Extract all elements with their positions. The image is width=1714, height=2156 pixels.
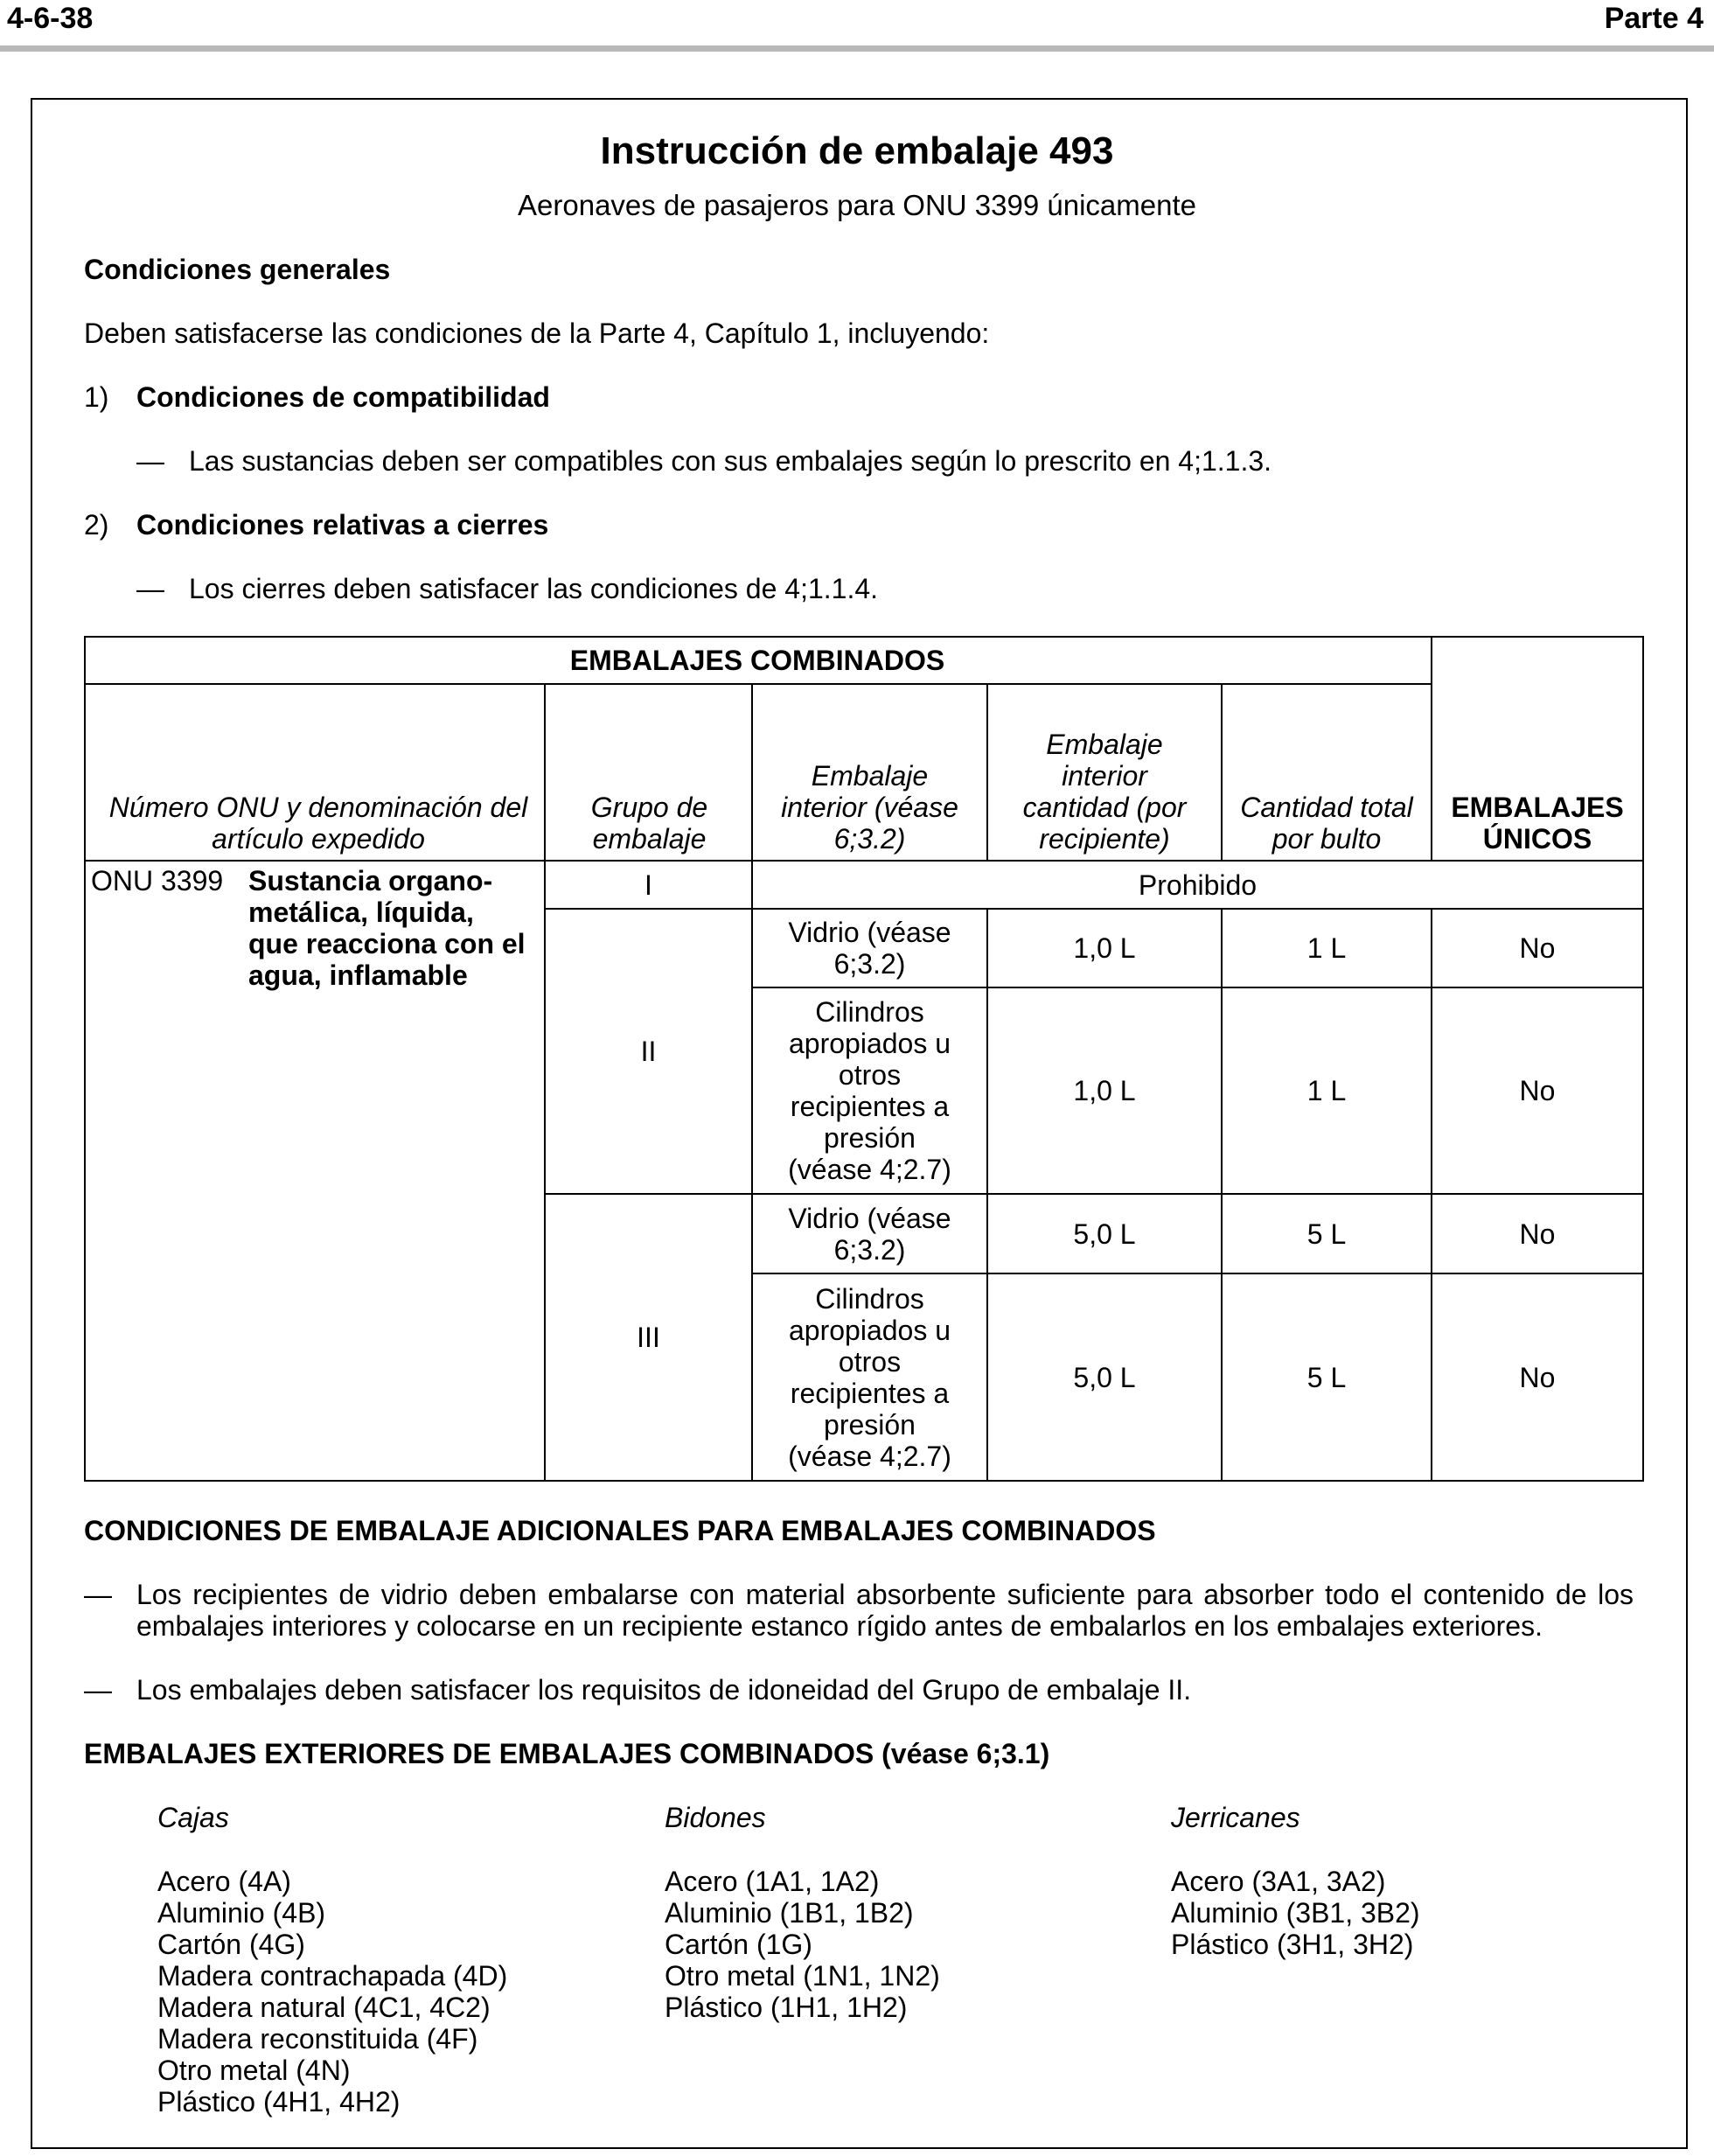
outer-item: Otro metal (1N1, 1N2) xyxy=(665,1960,940,1992)
row-4-single: No xyxy=(1519,1361,1556,1393)
outer-column-drums xyxy=(665,1802,940,2023)
additional-item-1: Los recipientes de vidrio deben embalarse con material absorbente suficiente para absorber todo el contenido de los embalajes interiores y colocarse en un recipiente estanco rígido antes de embalarlos en los embalajes exteriores. xyxy=(136,1579,1634,1642)
col-total-header: Cantidad total por bulto xyxy=(1240,792,1413,855)
part-label: Parte 4 xyxy=(1604,2,1704,35)
additional-dash-1: — xyxy=(84,1579,112,1610)
combined-packagings-header: EMBALAJES COMBINADOS xyxy=(569,645,945,676)
outer-item: Cartón (4G) xyxy=(157,1929,305,1960)
item-2-text: Los cierres deben satisfacer las condiciones de 4;1.1.4. xyxy=(189,573,879,604)
additional-dash-2: — xyxy=(84,1674,112,1706)
outer-item: Acero (1A1, 1A2) xyxy=(665,1866,880,1897)
table-line xyxy=(84,1480,1644,1482)
outer-item: Plástico (4H1, 4H2) xyxy=(157,2086,401,2118)
row-3-inner: Vidrio (véase 6;3.2) xyxy=(788,1202,951,1266)
item-1-number: 1) xyxy=(84,381,109,413)
item-2-number: 2) xyxy=(84,509,109,541)
outer-item: Aluminio (3B1, 3B2) xyxy=(1171,1897,1420,1929)
prohibited-label: Prohibido xyxy=(1138,869,1258,901)
row-2-total: 1 L xyxy=(1306,1075,1347,1106)
row-4-total: 5 L xyxy=(1306,1361,1347,1393)
outer-item: Plástico (3H1, 3H2) xyxy=(1171,1929,1414,1960)
outer-column-title: Jerricanes xyxy=(1171,1802,1300,1833)
table-line xyxy=(84,636,86,1482)
instruction-title: Instrucción de embalaje 493 xyxy=(600,129,1114,172)
row-3-qty: 5,0 L xyxy=(1073,1218,1136,1250)
table-line xyxy=(1642,636,1644,1482)
item-2-dash: — xyxy=(136,573,164,604)
un-proper-name: Sustancia organo-metálica, líquida, que reacciona con el agua, inflamable xyxy=(248,865,526,991)
page-header xyxy=(0,0,1714,54)
col-single-header: EMBALAJES ÚNICOS xyxy=(1451,792,1624,855)
additional-item-2: Los embalajes deben satisfacer los requisitos de idoneidad del Grupo de embalaje II. xyxy=(136,1674,1192,1706)
general-heading: Condiciones generales xyxy=(84,254,391,285)
row-1-qty: 1,0 L xyxy=(1073,932,1136,964)
item-1-heading: Condiciones de compatibilidad xyxy=(136,381,550,413)
row-3-total: 5 L xyxy=(1306,1218,1347,1250)
row-4-inner: Cilindros apropiados u otros recipientes a presión (véase 4;2.7) xyxy=(788,1282,951,1472)
group-III: III xyxy=(637,1322,660,1353)
col-un-header: Número ONU y denominación del artículo expedido xyxy=(108,792,528,855)
outer-column-title: Cajas xyxy=(157,1802,229,1833)
outer-heading: EMBALAJES EXTERIORES DE EMBALAJES COMBINADOS (véase 6;3.1) xyxy=(84,1738,1050,1769)
col-inner-header: Embalaje interior (véase 6;3.2) xyxy=(781,760,958,855)
row-1-total: 1 L xyxy=(1306,932,1347,964)
row-3-single: No xyxy=(1519,1218,1556,1250)
outer-item: Otro metal (4N) xyxy=(157,2055,351,2086)
row-2-single: No xyxy=(1519,1075,1556,1106)
outer-column-title: Bidones xyxy=(665,1802,766,1833)
outer-item: Plástico (1H1, 1H2) xyxy=(665,1992,908,2023)
outer-item: Aluminio (1B1, 1B2) xyxy=(665,1897,914,1929)
header-rule xyxy=(0,45,1714,52)
col-inner-qty-header: Embalaje interior cantidad (por recipiente) xyxy=(1022,729,1187,855)
outer-item: Aluminio (4B) xyxy=(157,1897,326,1929)
packing-table xyxy=(84,636,1644,1482)
item-2-heading: Condiciones relativas a cierres xyxy=(136,509,549,541)
page-number: 4-6-38 xyxy=(7,2,94,35)
item-1-text: Las sustancias deben ser compatibles con sus embalajes según lo prescrito en 4;1.1.3. xyxy=(189,445,1272,477)
row-2-qty: 1,0 L xyxy=(1073,1075,1136,1106)
row-2-inner: Cilindros apropiados u otros recipientes a presión (véase 4;2.7) xyxy=(788,996,951,1185)
item-1-dash: — xyxy=(136,445,164,477)
outer-item: Cartón (1G) xyxy=(665,1929,812,1960)
outer-column-jerricans xyxy=(1171,1802,1420,1960)
outer-item: Acero (4A) xyxy=(157,1866,291,1897)
group-I: I xyxy=(644,869,652,901)
outer-item: Madera contrachapada (4D) xyxy=(157,1960,508,1992)
outer-column-boxes xyxy=(157,1802,507,2118)
outer-item: Acero (3A1, 3A2) xyxy=(1171,1866,1386,1897)
un-number: ONU 3399 xyxy=(91,865,224,897)
col-group-header: Grupo de embalaje xyxy=(590,792,708,855)
general-intro: Deben satisfacerse las condiciones de la Parte 4, Capítulo 1, incluyendo: xyxy=(84,317,990,349)
row-4-qty: 5,0 L xyxy=(1073,1361,1136,1393)
group-II: II xyxy=(640,1036,657,1067)
instruction-subtitle: Aeronaves de pasajeros para ONU 3399 únicamente xyxy=(518,189,1196,221)
row-1-single: No xyxy=(1519,932,1556,964)
additional-heading: CONDICIONES DE EMBALAJE ADICIONALES PARA EMBALAJES COMBINADOS xyxy=(84,1515,1156,1546)
outer-item: Madera natural (4C1, 4C2) xyxy=(157,1992,491,2023)
outer-item: Madera reconstituida (4F) xyxy=(157,2023,478,2055)
row-1-inner: Vidrio (véase 6;3.2) xyxy=(788,917,951,980)
